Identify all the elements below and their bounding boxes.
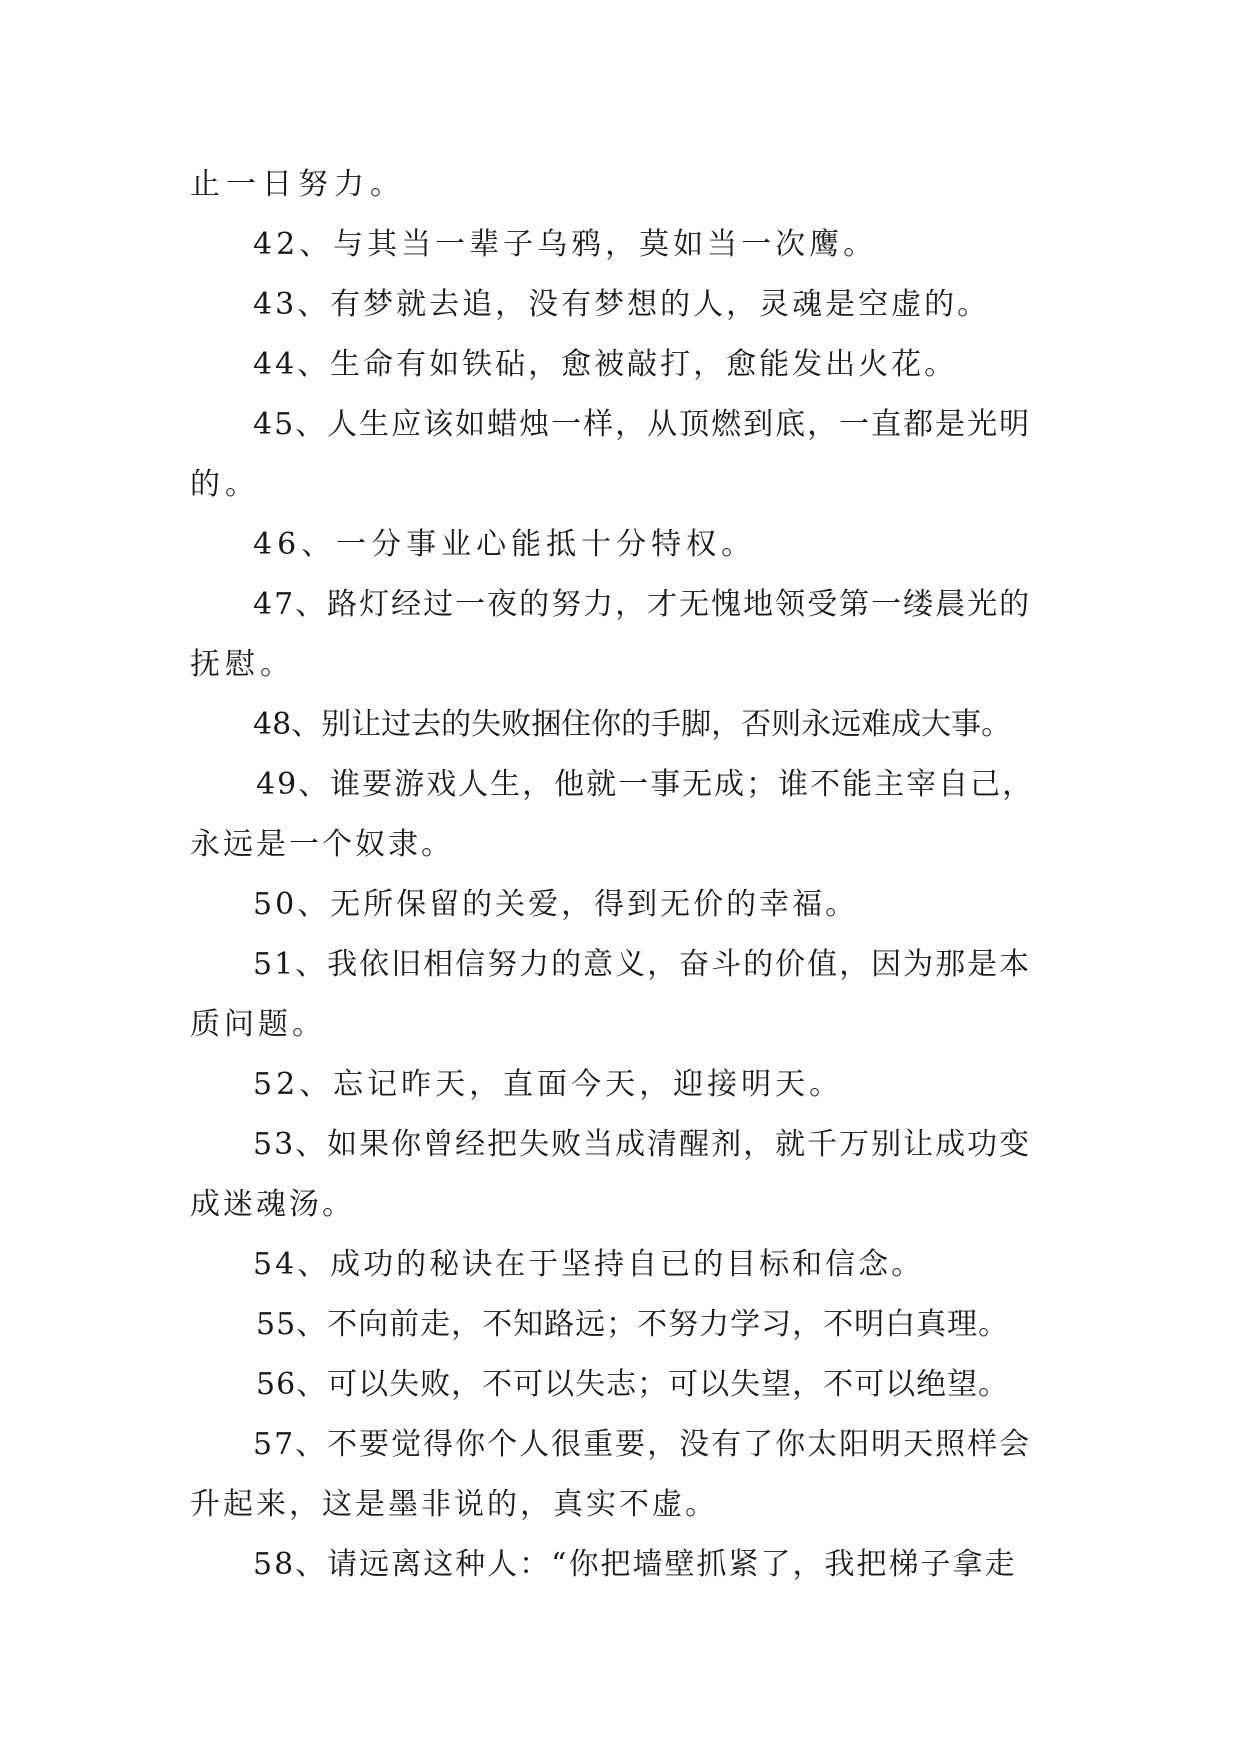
text-line: 57、不要觉得你个人很重要，没有了你太阳明天照样会 xyxy=(253,1427,1032,1462)
text-line: 53、如果你曾经把失败当成清醒剂，就千万别让成功变 xyxy=(253,1127,1032,1162)
text-line: 质问题。 xyxy=(190,1007,326,1042)
text-line: 42、与其当一辈子乌鸦，莫如当一次鹰。 xyxy=(253,227,878,262)
text-line: 43、有梦就去追，没有梦想的人，灵魂是空虚的。 xyxy=(253,287,991,322)
text-line: 45、人生应该如蜡烛一样，从顶燃到底，一直都是光明 xyxy=(253,407,1032,442)
text-line: 49、谁要游戏人生，他就一事无成；谁不能主宰自己， xyxy=(256,767,1035,802)
text-line: 的。 xyxy=(190,467,260,502)
text-line: 永远是一个奴隶。 xyxy=(190,827,454,862)
text-line: 55、不向前走，不知路远；不努力学习，不明白真理。 xyxy=(256,1307,1010,1342)
text-line: 51、我依旧相信努力的意义，奋斗的价值，因为那是本 xyxy=(253,947,1032,982)
text-line: 抚慰。 xyxy=(190,647,295,682)
text-line: 升起来，这是墨非说的，真实不虚。 xyxy=(190,1487,718,1522)
text-line: 46、一分事业心能抵十分特权。 xyxy=(253,527,757,562)
text-line: 56、可以失败，不可以失志；可以失望，不可以绝望。 xyxy=(256,1367,1010,1402)
text-line: 44、生命有如铁砧，愈被敲打，愈能发出火花。 xyxy=(253,347,958,382)
text-line: 52、忘记昨天，直面今天，迎接明天。 xyxy=(253,1067,844,1102)
text-line: 47、路灯经过一夜的努力，才无愧地领受第一缕晨光的 xyxy=(253,587,1032,622)
text-line: 成迷魂汤。 xyxy=(190,1187,355,1222)
text-line: 50、无所保留的关爱，得到无价的幸福。 xyxy=(253,887,859,922)
text-line: 止一日努力。 xyxy=(190,167,406,202)
text-line: 48、别让过去的失败捆住你的手脚，否则永远难成大事。 xyxy=(253,707,1012,742)
text-line: 54、成功的秘诀在于坚持自已的目标和信念。 xyxy=(253,1247,925,1282)
text-line: 58、请远离这种人：“你把墙壁抓紧了，我把梯子拿走 xyxy=(253,1547,1017,1582)
